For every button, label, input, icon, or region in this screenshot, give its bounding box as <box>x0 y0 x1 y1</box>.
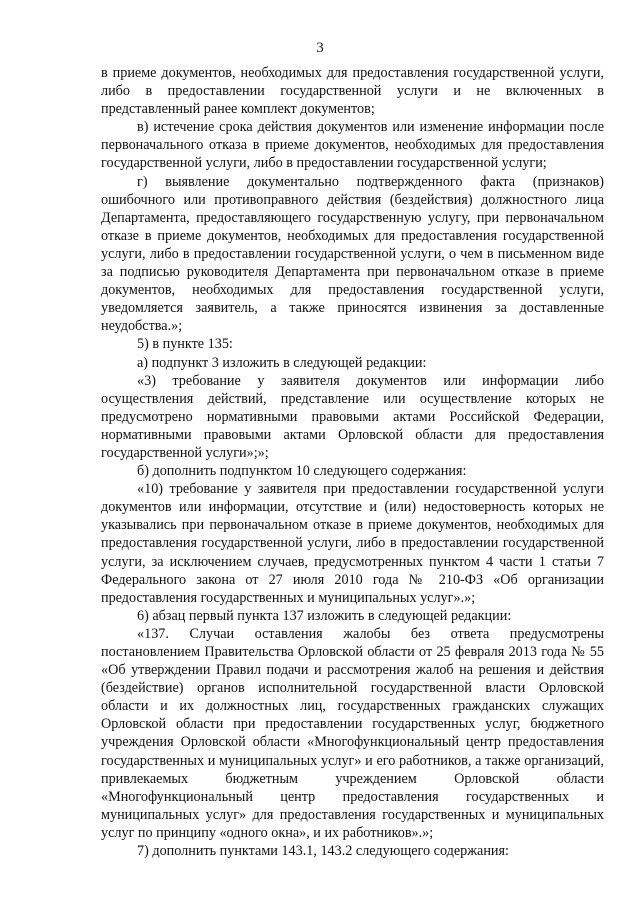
paragraph-point-5: 5) в пункте 135: <box>137 336 233 353</box>
paragraph-subpoint-3-text: «3) требование у заявителя документов или информации либо осуществления действий, представление или осуществление которых не предусмотрено нормативными правовыми актами Российской Федерации, нормативными правовыми актами Орловской области для предоставления государственной услуги»;»; <box>101 372 604 461</box>
paragraph-item-g: г) выявление документально подтвержденного факта (признаков) ошибочного или противоправного действия (бездействия) должностного лица Департамента, предоставляющего государственную услугу, при первоначальном отказе в приеме документов, необходимых для предоставления государственной услуги, либо в предоставлении государственной услуги, о чем в письменном виде за подписью руководителя Департамента при первоначальном отказе в приеме документов, необходимых для предоставления государственной услуги, уведомляется заявитель, а также приносятся извинения за доставленные неудобства.»; <box>101 173 604 335</box>
paragraph-point-7: 7) дополнить пунктами 143.1, 143.2 следующего содержания: <box>137 843 509 860</box>
paragraph-subpoint-10-text: «10) требование у заявителя при предоставлении государственной услуги документов или информации, отсутствие и (или) недостоверность которых не указывались при первоначальном отказе в приеме документов, необходимых для предоставления государственной услуги, либо в предоставлении государственной услуги, за исключением случаев, предусмотренных пунктом 4 части 1 статьи 7 Федерального закона от 27 июля 2010 года № 210-ФЗ «Об организации предоставления государственных и муниципальных услуг».»; <box>101 481 604 606</box>
document-body <box>101 64 604 860</box>
paragraph-point-137-text: «137. Случаи оставления жалобы без ответа предусмотрены постановлением Правительства Орловской области от 25 февраля 2013 года № 55 «Об утверждении Правил подачи и рассмотрения жалоб на решения и действия (бездействие) органов исполнительной государственной власти Орловской области и их должностных лиц, государственных гражданских служащих Орловской области при предоставлении государственных услуг, бюджетного учреждения Орловской области «Многофункциональный центр предоставления государственных и муниципальных услуг» и его работников, а также организаций, привлекаемых бюджетным учреждением Орловской области «Многофункциональный центр предоставления государственных и муниципальных услуг» для предоставления государственных и муниципальных услуг по принципу «одного окна», и их работников».»; <box>101 625 604 841</box>
paragraph-continuation: в приеме документов, необходимых для предоставления государственной услуги, либо в предоставлении государственной услуги и не включенных в представленный ранее комплект документов; <box>101 65 604 118</box>
paragraph-subpoint-b: б) дополнить подпунктом 10 следующего содержания: <box>137 463 467 480</box>
paragraph-subpoint-a: а) подпункт 3 изложить в следующей редакции: <box>137 354 427 371</box>
page-number: 3 <box>316 40 324 56</box>
paragraph-item-v: в) истечение срока действия документов или изменение информации после первоначального отказа в приеме документов, необходимых для предоставления государственной услуги, либо в предоставлении государственной услуги; <box>101 119 604 172</box>
paragraph-point-6: 6) абзац первый пункта 137 изложить в следующей редакции: <box>137 607 512 624</box>
